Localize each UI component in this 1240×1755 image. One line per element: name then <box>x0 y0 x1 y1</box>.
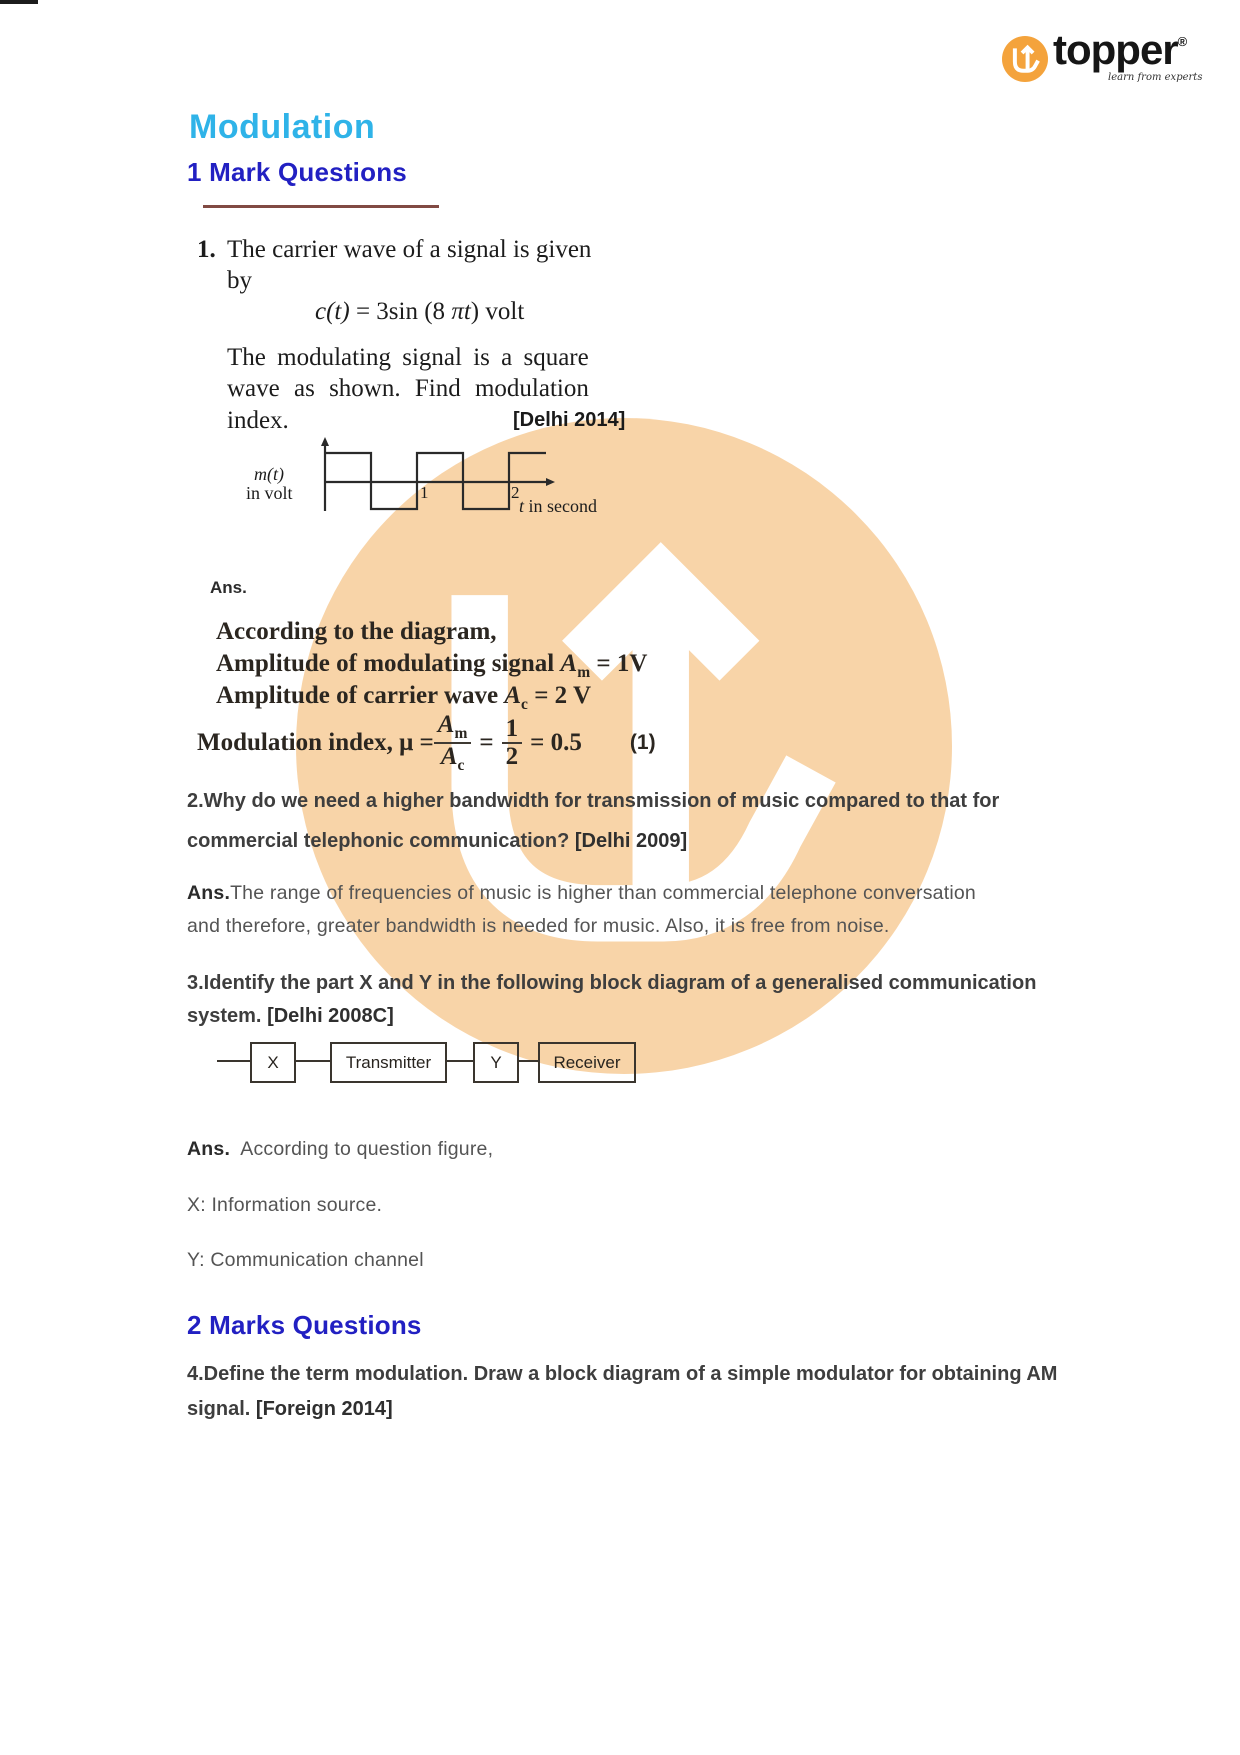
ans1-line3 <box>216 682 591 714</box>
diagram-box-receiver <box>538 1042 636 1083</box>
ans2-line2: and therefore, greater bandwidth is needed for music. Also, it is free from noise. <box>187 915 890 937</box>
ans3-line1-text: According to question figure, <box>240 1138 494 1160</box>
figure-tick-2: 2 <box>511 483 520 502</box>
y-axis-arrow <box>321 437 329 446</box>
q1-number: 1. <box>197 236 216 263</box>
frac2-num: 1 <box>502 716 523 744</box>
scan-edge-rule <box>203 205 439 208</box>
diagram-box-x-label: X <box>267 1052 279 1072</box>
q1-line1: The carrier wave of a signal is given <box>227 236 592 263</box>
fraction-1-2 <box>502 716 523 771</box>
diagram-box-x <box>250 1042 296 1083</box>
q4-line1: 4.Define the term modulation. Draw a block diagram of a simple modulator for obtaining AM <box>187 1363 1058 1385</box>
ans1-line2-pre: Amplitude of modulating signal <box>216 650 561 677</box>
q1-line3: The modulating signal is a square <box>227 344 589 371</box>
ans2-line1 <box>187 882 976 905</box>
ans3-line1 <box>187 1138 493 1161</box>
q2-line1: 2.Why do we need a higher bandwidth for transmission of music compared to that for <box>187 790 1000 812</box>
figure-xlabel <box>519 496 597 517</box>
ans2-label: Ans. <box>187 882 231 904</box>
ans3-label: Ans. <box>187 1138 231 1160</box>
diagram-box-y <box>473 1042 519 1083</box>
ans1-modulation-index-line <box>197 712 656 774</box>
ans1-line2-sub: m <box>577 664 591 681</box>
x-axis-arrow <box>546 478 555 486</box>
figure-ylabel-mt: m(t) <box>254 464 284 484</box>
diagram-box-y-label: Y <box>490 1052 502 1072</box>
q2-line2 <box>187 830 687 853</box>
frac1-den-sym: A <box>440 743 458 770</box>
q3-line2 <box>187 1005 394 1028</box>
ans1-line3-sym: A <box>504 682 522 709</box>
ans1-line3-post: = 2 V <box>527 682 592 709</box>
q1-citation: [Delhi 2014] <box>513 409 626 431</box>
section-heading-2-marks: 2 Marks Questions <box>187 1310 422 1340</box>
formula-lhs: c(t) <box>315 298 350 325</box>
diagram-lead-line <box>217 1060 250 1062</box>
q1-line4: wave as shown. Find modulation <box>227 375 589 402</box>
ans1-line1: According to the diagram, <box>216 618 497 645</box>
q3-line1: 3.Identify the part X and Y in the following block diagram of a generalised communication <box>187 972 1037 994</box>
frac1-den-sub: c <box>457 757 465 774</box>
ans3-line2: X: Information source. <box>187 1194 383 1216</box>
ans1-line2-sym: A <box>560 650 578 677</box>
q2-line2-text: commercial telephonic communication? <box>187 830 570 852</box>
mod-index-eq1: = <box>479 729 494 756</box>
square-wave-figure <box>243 433 563 518</box>
xlabel-t: t <box>519 496 525 516</box>
q4-citation: [Foreign 2014] <box>255 1398 393 1420</box>
q3-line2-text: system. <box>187 1005 262 1027</box>
scan-smudge <box>0 0 38 4</box>
q4-line2-text: signal. <box>187 1398 251 1420</box>
ans2-line1-text: The range of frequencies of music is higher than commercial telephone conversation <box>230 882 976 904</box>
mod-index-result: = 0.5 <box>530 729 582 756</box>
figure-ylabel-involt: in volt <box>246 483 293 503</box>
brand-word: topper <box>1053 26 1178 73</box>
diagram-box-transmitter <box>330 1042 447 1083</box>
ans1-line3-pre: Amplitude of carrier wave <box>216 682 505 709</box>
registered-mark: ® <box>1177 34 1187 49</box>
q1-line2: by <box>227 267 252 294</box>
formula-pi-t: πt <box>451 298 471 325</box>
brand-logo-icon <box>1002 36 1048 82</box>
ans1-line2 <box>216 650 647 682</box>
fraction-am-ac <box>434 712 472 775</box>
ans1-line3-sub: c <box>521 696 528 713</box>
q1-line5: index. <box>227 407 289 434</box>
frac1-num-sub: m <box>454 724 468 742</box>
figure-tick-1: 1 <box>420 483 429 502</box>
q4-line2 <box>187 1398 393 1421</box>
q2-citation: [Delhi 2009] <box>574 830 688 852</box>
marks-badge: (1) <box>629 731 656 754</box>
xlabel-rest: in second <box>524 496 597 516</box>
q3-citation: [Delhi 2008C] <box>267 1005 394 1027</box>
brand-wordmark <box>1053 26 1186 74</box>
section-heading-1-mark: 1 Mark Questions <box>187 157 407 187</box>
brand-tagline: learn from experts <box>1108 72 1203 83</box>
diagram-box-transmitter-label: Transmitter <box>345 1052 432 1072</box>
diagram-connector-3 <box>517 1060 538 1062</box>
page-title: Modulation <box>189 108 376 146</box>
mod-index-pre: Modulation index, μ = <box>197 729 434 756</box>
formula-mid: = 3sin (8 <box>349 298 452 325</box>
ans3-line3: Y: Communication channel <box>187 1249 424 1271</box>
ans1-line2-post: = 1V <box>590 650 648 677</box>
q1-formula <box>315 298 524 326</box>
frac2-den: 2 <box>505 743 519 770</box>
ans1-label: Ans. <box>210 578 247 597</box>
diagram-connector-2 <box>445 1060 473 1062</box>
frac1-num-sym: A <box>437 710 455 738</box>
diagram-connector-1 <box>294 1060 330 1062</box>
formula-unit: ) volt <box>470 298 525 325</box>
diagram-box-receiver-label: Receiver <box>553 1052 621 1072</box>
